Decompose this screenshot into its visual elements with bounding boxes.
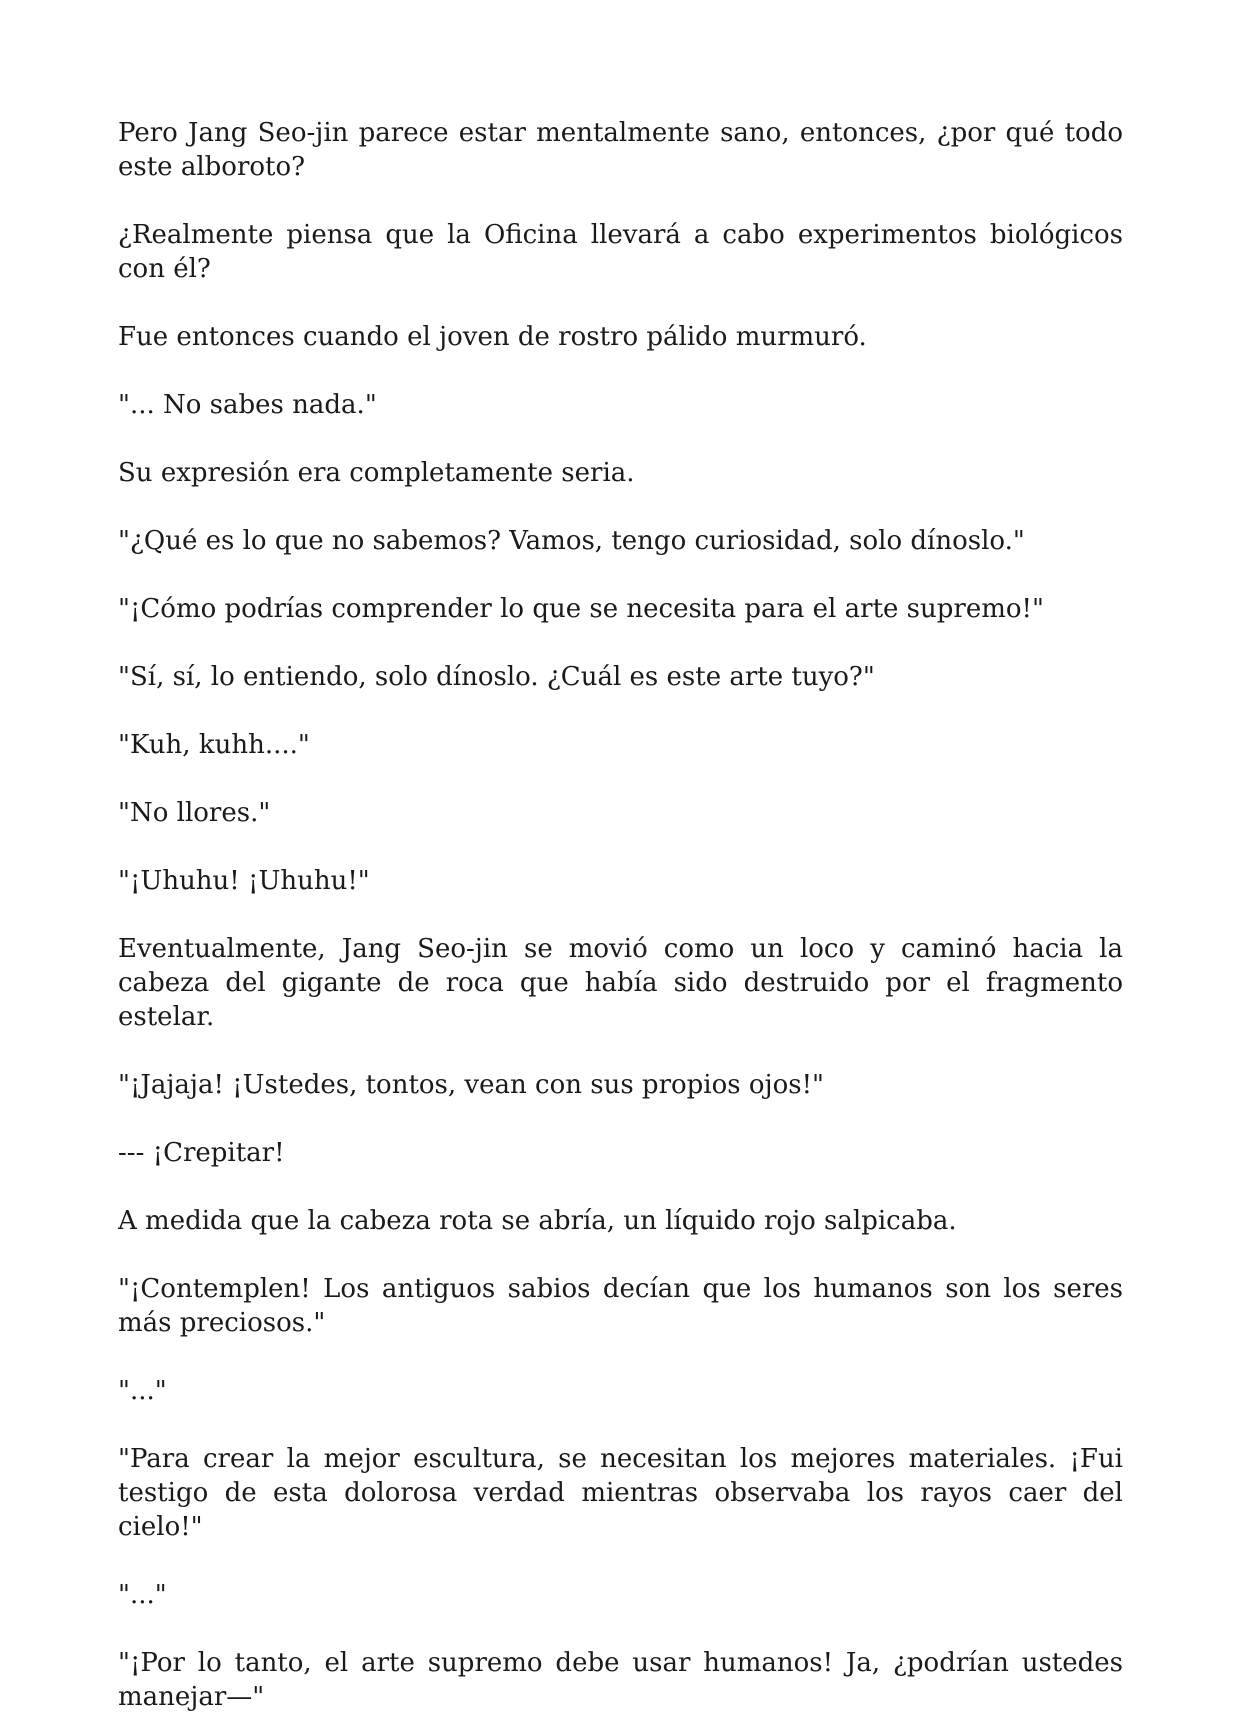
dialogue-line: "¡Por lo tanto, el arte supremo debe usar humanos! Ja, ¿podrían ustedes manejar—": [118, 1648, 1123, 1712]
paragraph: Su expresión era completamente seria.: [118, 458, 635, 488]
dialogue-line: "...": [118, 1376, 167, 1406]
dialogue-line: "No llores.": [118, 798, 271, 828]
dialogue-line: "Para crear la mejor escultura, se necesitan los mejores materiales. ¡Fui testigo de esta dolorosa verdad mientras observaba los rayos caer del cielo!": [118, 1444, 1123, 1542]
paragraph: ¿Realmente piensa que la Oficina llevará a cabo experimentos biológicos con él?: [118, 220, 1123, 284]
dialogue-line: "Kuh, kuhh....": [118, 730, 310, 760]
paragraph: Pero Jang Seo-jin parece estar mentalmente sano, entonces, ¿por qué todo este alboroto?: [118, 118, 1123, 182]
dialogue-line: "...": [118, 1580, 167, 1610]
dialogue-line: "¡Jajaja! ¡Ustedes, tontos, vean con sus propios ojos!": [118, 1070, 824, 1100]
dialogue-line: "¡Uhuhu! ¡Uhuhu!": [118, 866, 370, 896]
dialogue-line: "¡Cómo podrías comprender lo que se necesita para el arte supremo!": [118, 594, 1044, 624]
dialogue-line: "Sí, sí, lo entiendo, solo dínoslo. ¿Cuál es este arte tuyo?": [118, 662, 875, 692]
sound-effect: --- ¡Crepitar!: [118, 1138, 285, 1168]
paragraph: Fue entonces cuando el joven de rostro pálido murmuró.: [118, 322, 867, 352]
dialogue-line: "... No sabes nada.": [118, 390, 377, 420]
paragraph: Eventualmente, Jang Seo-jin se movió como un loco y caminó hacia la cabeza del gigante de roca que había sido destruido por el fragmento estelar.: [118, 934, 1123, 1032]
dialogue-line: "¿Qué es lo que no sabemos? Vamos, tengo curiosidad, solo dínoslo.": [118, 526, 1025, 556]
dialogue-line: "¡Contemplen! Los antiguos sabios decían que los humanos son los seres más preciosos.": [118, 1274, 1123, 1338]
document-body: [118, 116, 1123, 1714]
paragraph: A medida que la cabeza rota se abría, un líquido rojo salpicaba.: [118, 1206, 957, 1236]
